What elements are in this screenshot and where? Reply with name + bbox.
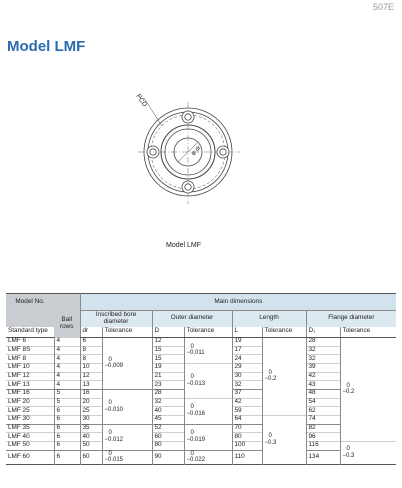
header-D1: D₁ — [306, 327, 340, 338]
dr-tolerance-cell — [102, 450, 152, 465]
flange-diameter-cell: 96 — [306, 433, 340, 442]
header-dr: dr — [80, 327, 102, 338]
D1-tolerance-cell-lower: −0.2 — [342, 389, 355, 396]
D1-tolerance-cell-lower: −0.3 — [342, 453, 355, 460]
model-no-cell: LMF 10 — [6, 363, 54, 372]
table-row — [6, 338, 396, 347]
D-tolerance-cell-lower: −0.013 — [186, 380, 206, 387]
ball-rows-cell: 4 — [54, 346, 80, 355]
D1-tolerance-cell — [340, 441, 396, 464]
L-tolerance-cell-lower: −0.2 — [264, 376, 277, 383]
flange-diameter-cell: 48 — [306, 389, 340, 398]
length-cell: 30 — [232, 372, 262, 381]
header-L-tolerance: Tolerance — [262, 327, 306, 338]
D-tolerance-cell-lower: −0.022 — [186, 457, 206, 464]
D-tolerance-cell — [184, 398, 232, 424]
D-tolerance-cell-lower: −0.019 — [186, 437, 206, 444]
flange-diameter-cell: 62 — [306, 407, 340, 416]
dr-tolerance-cell-lower: −0.009 — [104, 363, 124, 370]
outer-diameter-cell: 15 — [152, 355, 184, 364]
dr-cell: 8 — [80, 346, 102, 355]
model-no-cell: LMF 25 — [6, 407, 54, 416]
model-no-cell: LMF 12 — [6, 372, 54, 381]
flange-diameter-cell: 43 — [306, 381, 340, 390]
header-spacer — [6, 311, 54, 327]
dr-tolerance-cell-lower: −0.015 — [104, 457, 124, 464]
flange-diameter-cell: 32 — [306, 355, 340, 364]
outer-diameter-cell: 90 — [152, 450, 184, 465]
length-cell: 110 — [232, 450, 262, 465]
dr-cell: 60 — [80, 450, 102, 465]
ball-rows-cell: 4 — [54, 381, 80, 390]
page-number: 507E — [372, 2, 394, 12]
dr-tolerance-cell-upper: 0 — [108, 430, 112, 437]
D-tolerance-cell-lower: −0.016 — [186, 411, 206, 418]
length-cell: 19 — [232, 338, 262, 347]
dr-cell: 20 — [80, 398, 102, 407]
dr-tolerance-cell-upper: 0 — [108, 356, 112, 363]
length-cell: 29 — [232, 363, 262, 372]
ball-rows-cell: 6 — [54, 450, 80, 465]
header-blank — [54, 294, 80, 311]
header-flange-diameter: Flange diameter — [306, 311, 396, 327]
header-dr-tolerance: Tolerance — [102, 327, 152, 338]
length-cell: 42 — [232, 398, 262, 407]
ball-rows-cell: 6 — [54, 415, 80, 424]
dr-cell: 40 — [80, 433, 102, 442]
flange-diameter-cell: 54 — [306, 398, 340, 407]
D-tolerance-cell — [184, 363, 232, 398]
dr-tolerance-cell — [102, 338, 152, 390]
model-no-cell: LMF 6 — [6, 338, 54, 347]
L-tolerance-cell — [262, 415, 306, 464]
length-cell: 17 — [232, 346, 262, 355]
header-outer-diameter: Outer diameter — [152, 311, 232, 327]
outer-diameter-cell: 45 — [152, 415, 184, 424]
D-tolerance-cell-upper: 0 — [190, 430, 194, 437]
dr-cell: 35 — [80, 424, 102, 433]
model-no-cell: LMF 40 — [6, 433, 54, 442]
flange-diameter-cell: 39 — [306, 363, 340, 372]
header-L: L — [232, 327, 262, 338]
D1-tolerance-cell-upper: 0 — [346, 446, 350, 453]
header-length: Length — [232, 311, 306, 327]
outer-diameter-cell: 19 — [152, 363, 184, 372]
dr-tolerance-cell-lower: −0.010 — [104, 406, 124, 413]
dimensions-table-body — [6, 338, 396, 465]
page-title: Model LMF — [7, 38, 86, 55]
D-tolerance-cell-lower: −0.011 — [186, 350, 205, 357]
length-cell: 24 — [232, 355, 262, 364]
L-tolerance-cell-upper: 0 — [268, 369, 272, 376]
flange-diameter-cell: 32 — [306, 346, 340, 355]
outer-diameter-cell: 32 — [152, 398, 184, 407]
model-no-cell: LMF 50 — [6, 441, 54, 450]
dr-cell: 12 — [80, 372, 102, 381]
model-no-cell: LMF 8 — [6, 355, 54, 364]
dr-cell: 8 — [80, 355, 102, 364]
D-tolerance-cell-upper: 0 — [190, 373, 194, 380]
dr-cell: 6 — [80, 338, 102, 347]
outer-diameter-cell: 21 — [152, 372, 184, 381]
length-cell: 80 — [232, 433, 262, 442]
length-cell: 59 — [232, 407, 262, 416]
ball-rows-cell: 6 — [54, 433, 80, 442]
length-cell: 70 — [232, 424, 262, 433]
D-tolerance-cell-upper: 0 — [190, 404, 194, 411]
D1-tolerance-cell — [340, 338, 396, 442]
dr-cell: 25 — [80, 407, 102, 416]
dr-tolerance-cell-upper: 0 — [108, 399, 112, 406]
ball-rows-cell: 4 — [54, 338, 80, 347]
length-cell: 37 — [232, 389, 262, 398]
header-standard-type: Standard type — [6, 327, 54, 338]
length-cell: 64 — [232, 415, 262, 424]
flange-diameter-cell: 134 — [306, 450, 340, 465]
ball-rows-cell: 6 — [54, 441, 80, 450]
L-tolerance-cell — [262, 338, 306, 416]
bolt-hole-top — [182, 111, 194, 123]
dr-tolerance-cell-lower: −0.012 — [104, 437, 124, 444]
bolt-hole-bottom — [182, 181, 194, 193]
header-ball-rows: Ball rows — [54, 311, 80, 338]
ball-rows-cell: 6 — [54, 424, 80, 433]
model-no-cell: LMF 35 — [6, 424, 54, 433]
D-tolerance-cell-upper: 0 — [190, 343, 194, 350]
bolt-hole-right — [217, 146, 229, 158]
drawing-caption: Model LMF — [166, 242, 202, 249]
flange-diameter-cell: 82 — [306, 424, 340, 433]
D-tolerance-cell — [184, 424, 232, 450]
header-main-dimensions: Main dimensions — [80, 294, 396, 311]
model-no-cell: LMF 60 — [6, 450, 54, 465]
bolt-hole-left — [147, 146, 159, 158]
D-tolerance-cell-upper: 0 — [190, 450, 194, 457]
length-cell: 100 — [232, 441, 262, 450]
model-no-cell: LMF 16 — [6, 389, 54, 398]
flange-diameter-cell: 42 — [306, 372, 340, 381]
table-row — [6, 450, 396, 465]
outer-diameter-cell: 28 — [152, 389, 184, 398]
dr-cell: 30 — [80, 415, 102, 424]
outer-diameter-cell: 52 — [152, 424, 184, 433]
ball-rows-cell: 4 — [54, 355, 80, 364]
header-D: D — [152, 327, 184, 338]
header-D-tolerance: Tolerance — [184, 327, 232, 338]
flange-diameter-cell: 28 — [306, 338, 340, 347]
model-no-cell: LMF 20 — [6, 398, 54, 407]
dr-cell: 16 — [80, 389, 102, 398]
bore-diameter-label: φ dr — [190, 144, 203, 157]
D-tolerance-cell — [184, 338, 232, 364]
pcd-label: PCD — [134, 93, 149, 109]
table-row — [6, 424, 396, 433]
outer-diameter-cell: 12 — [152, 338, 184, 347]
D1-tolerance-cell-upper: 0 — [346, 382, 350, 389]
D-tolerance-cell — [184, 450, 232, 465]
model-no-cell: LMF 13 — [6, 381, 54, 390]
dimensions-table — [6, 293, 396, 465]
header-D1-tolerance: Tolerance — [340, 327, 396, 338]
outer-diameter-cell: 23 — [152, 381, 184, 390]
dr-cell: 10 — [80, 363, 102, 372]
dr-cell: 13 — [80, 381, 102, 390]
model-no-cell: LMF 30 — [6, 415, 54, 424]
header-inscribed-bore-diameter: Inscribed bore diameter — [80, 311, 152, 327]
dr-tolerance-cell — [102, 389, 152, 424]
length-cell: 32 — [232, 381, 262, 390]
ball-rows-cell: 5 — [54, 389, 80, 398]
outer-diameter-cell: 60 — [152, 433, 184, 442]
ball-rows-cell: 6 — [54, 407, 80, 416]
flange-drawing — [118, 80, 268, 210]
dr-tolerance-cell — [102, 424, 152, 450]
ball-rows-cell: 4 — [54, 372, 80, 381]
outer-diameter-cell: 40 — [152, 407, 184, 416]
ball-rows-cell: 5 — [54, 398, 80, 407]
ball-rows-cell: 4 — [54, 363, 80, 372]
header-model-no: Model No. — [6, 294, 54, 311]
L-tolerance-cell-lower: −0.3 — [264, 440, 277, 447]
model-no-cell: LMF 8S — [6, 346, 54, 355]
outer-diameter-cell: 15 — [152, 346, 184, 355]
flange-diameter-cell: 116 — [306, 441, 340, 450]
flange-diameter-cell: 74 — [306, 415, 340, 424]
outer-diameter-cell: 80 — [152, 441, 184, 450]
table-row — [6, 363, 396, 372]
dr-tolerance-cell-upper: 0 — [108, 450, 112, 457]
dr-cell: 50 — [80, 441, 102, 450]
L-tolerance-cell-upper: 0 — [268, 433, 272, 440]
table-row — [6, 398, 396, 407]
